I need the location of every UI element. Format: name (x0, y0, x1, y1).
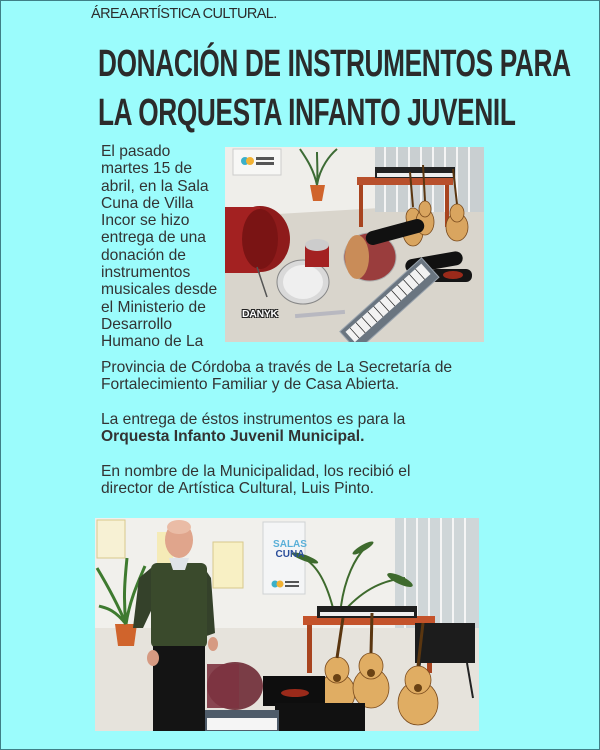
director-photo (95, 518, 479, 731)
text-line: El pasado (101, 143, 171, 160)
text-line: el Ministerio de (101, 298, 206, 316)
text-line: entrega de una (101, 229, 206, 247)
banner-line-2: CUNA (275, 549, 305, 560)
text-line: musicales desde (101, 281, 218, 299)
banner-line-1: SALAS (273, 539, 307, 550)
text-line: Provincia de Córdoba a través de La Secretaría de (101, 359, 453, 376)
instruments-photo (225, 147, 484, 342)
text-line: director de Artística Cultural, Luis Pinto. (101, 480, 375, 498)
photo-watermark: DANYK (242, 308, 278, 320)
text-line: martes 15 de (101, 160, 193, 178)
paragraph-receiver (101, 463, 481, 498)
intro-paragraph-wrapped (101, 143, 223, 351)
text-line: Humano de La (101, 333, 204, 351)
article-title (98, 40, 571, 138)
text-line: La entrega de éstos instrumentos es para la (101, 411, 406, 428)
intro-paragraph-continued (101, 359, 481, 394)
text-line: instrumentos (101, 264, 191, 282)
text-line: Desarrollo (101, 315, 173, 333)
text-line: Incor se hizo (101, 212, 190, 230)
text-line: Cuna de Villa (101, 194, 194, 212)
title-line-1: DONACIÓN DE INSTRUMENTOS PARA (98, 43, 571, 85)
text-line: donación de (101, 246, 186, 264)
title-line-2: LA ORQUESTA INFANTO JUVENIL (98, 92, 516, 134)
salas-cuna-banner (268, 540, 312, 560)
paragraph-recipient (101, 411, 481, 446)
orchestra-name: Orquesta Infanto Juvenil Municipal. (101, 428, 365, 446)
text-line: abril, en la Sala (101, 177, 209, 195)
section-label: ÁREA ARTÍSTICA CULTURAL. (91, 6, 277, 22)
text-line: Fortalecimiento Familiar y de Casa Abierta. (101, 376, 400, 394)
text-line: En nombre de la Municipalidad, los recibió el (101, 463, 411, 480)
